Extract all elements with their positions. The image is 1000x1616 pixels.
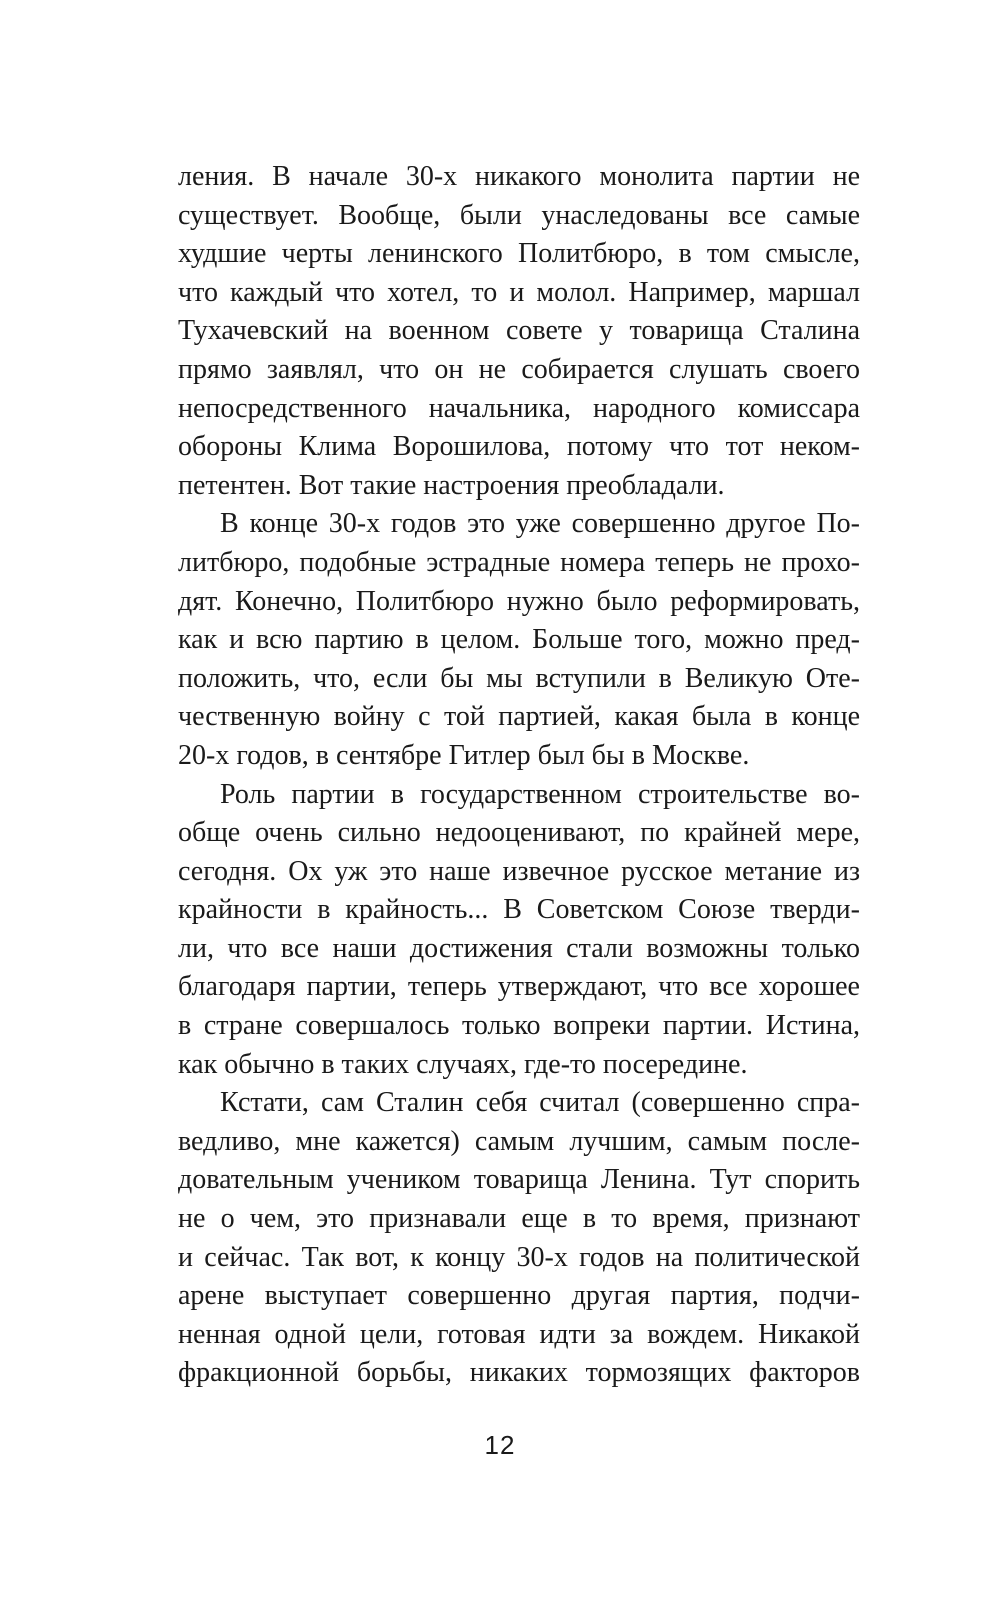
text-line: что каждый что хотел, то и молол. Например, маршал: [178, 276, 860, 308]
text-line: ведливо, мне кажется) самым лучшим, самым после-: [178, 1125, 860, 1157]
text-line: и сейчас. Так вот, к концу 30-х годов на политической: [178, 1241, 860, 1273]
text-line: непосредственного начальника, народного комиссара: [178, 392, 860, 424]
text-line: ления. В начале 30-х никакого монолита партии не: [178, 161, 860, 192]
text-line: как обычно в таких случаях, где-то посередине.: [178, 1048, 748, 1080]
body-text: [178, 158, 860, 1393]
text-line: Кстати, сам Сталин себя считал (совершенно спра-: [220, 1087, 860, 1119]
text-line: обще очень сильно недооценивают, по крайней мере,: [178, 817, 860, 849]
text-line: арене выступает совершенно другая партия, подчи-: [178, 1280, 860, 1312]
text-line: прямо заявлял, что он не собирается слушать своего: [178, 353, 860, 385]
text-line: литбюро, подобные эстрадные номера теперь не прохо-: [178, 546, 860, 578]
text-line: 20-х годов, в сентябре Гитлер был бы в Москве.: [178, 739, 750, 771]
text-line: крайности в крайность... В Советском Союзе тверди-: [178, 894, 860, 926]
text-line: фракционной борьбы, никаких тормозящих факторов: [178, 1357, 860, 1389]
text-line: ненная одной цели, готовая идти за вождем. Никакой: [178, 1318, 860, 1350]
text-line: довательным учеником товарища Ленина. Тут спорить: [178, 1164, 860, 1196]
text-line: дят. Конечно, Политбюро нужно было реформировать,: [178, 585, 860, 617]
text-line: ли, что все наши достижения стали возможны только: [178, 932, 860, 964]
text-line: обороны Клима Ворошилова, потому что тот неком-: [178, 431, 860, 463]
text-line: положить, что, если бы мы вступили в Великую Оте-: [178, 662, 860, 694]
text-line: Тухачевский на военном совете у товарища Сталина: [178, 315, 860, 347]
text-line: худшие черты ленинского Политбюро, в том смысле,: [178, 238, 860, 270]
text-line: благодаря партии, теперь утверждают, что все хорошее: [178, 971, 860, 1003]
text-line: петентен. Вот такие настроения преобладали.: [178, 469, 725, 501]
text-line: как и всю партию в целом. Больше того, можно пред-: [178, 624, 860, 656]
text-line: В конце 30-х годов это уже совершенно другое По-: [220, 508, 860, 540]
page-number: 12: [484, 1430, 516, 1460]
text-line: существует. Вообще, были унаследованы все самые: [178, 199, 860, 231]
text-line: Роль партии в государственном строительстве во-: [220, 778, 860, 810]
text-line: в стране совершалось только вопреки партии. Истина,: [178, 1010, 860, 1042]
text-line: не о чем, это признавали еще в то время, признают: [178, 1203, 860, 1235]
text-line: сегодня. Ох уж это наше извечное русское метание из: [178, 855, 860, 887]
text-line: чественную войну с той партией, какая была в конце: [178, 701, 860, 733]
